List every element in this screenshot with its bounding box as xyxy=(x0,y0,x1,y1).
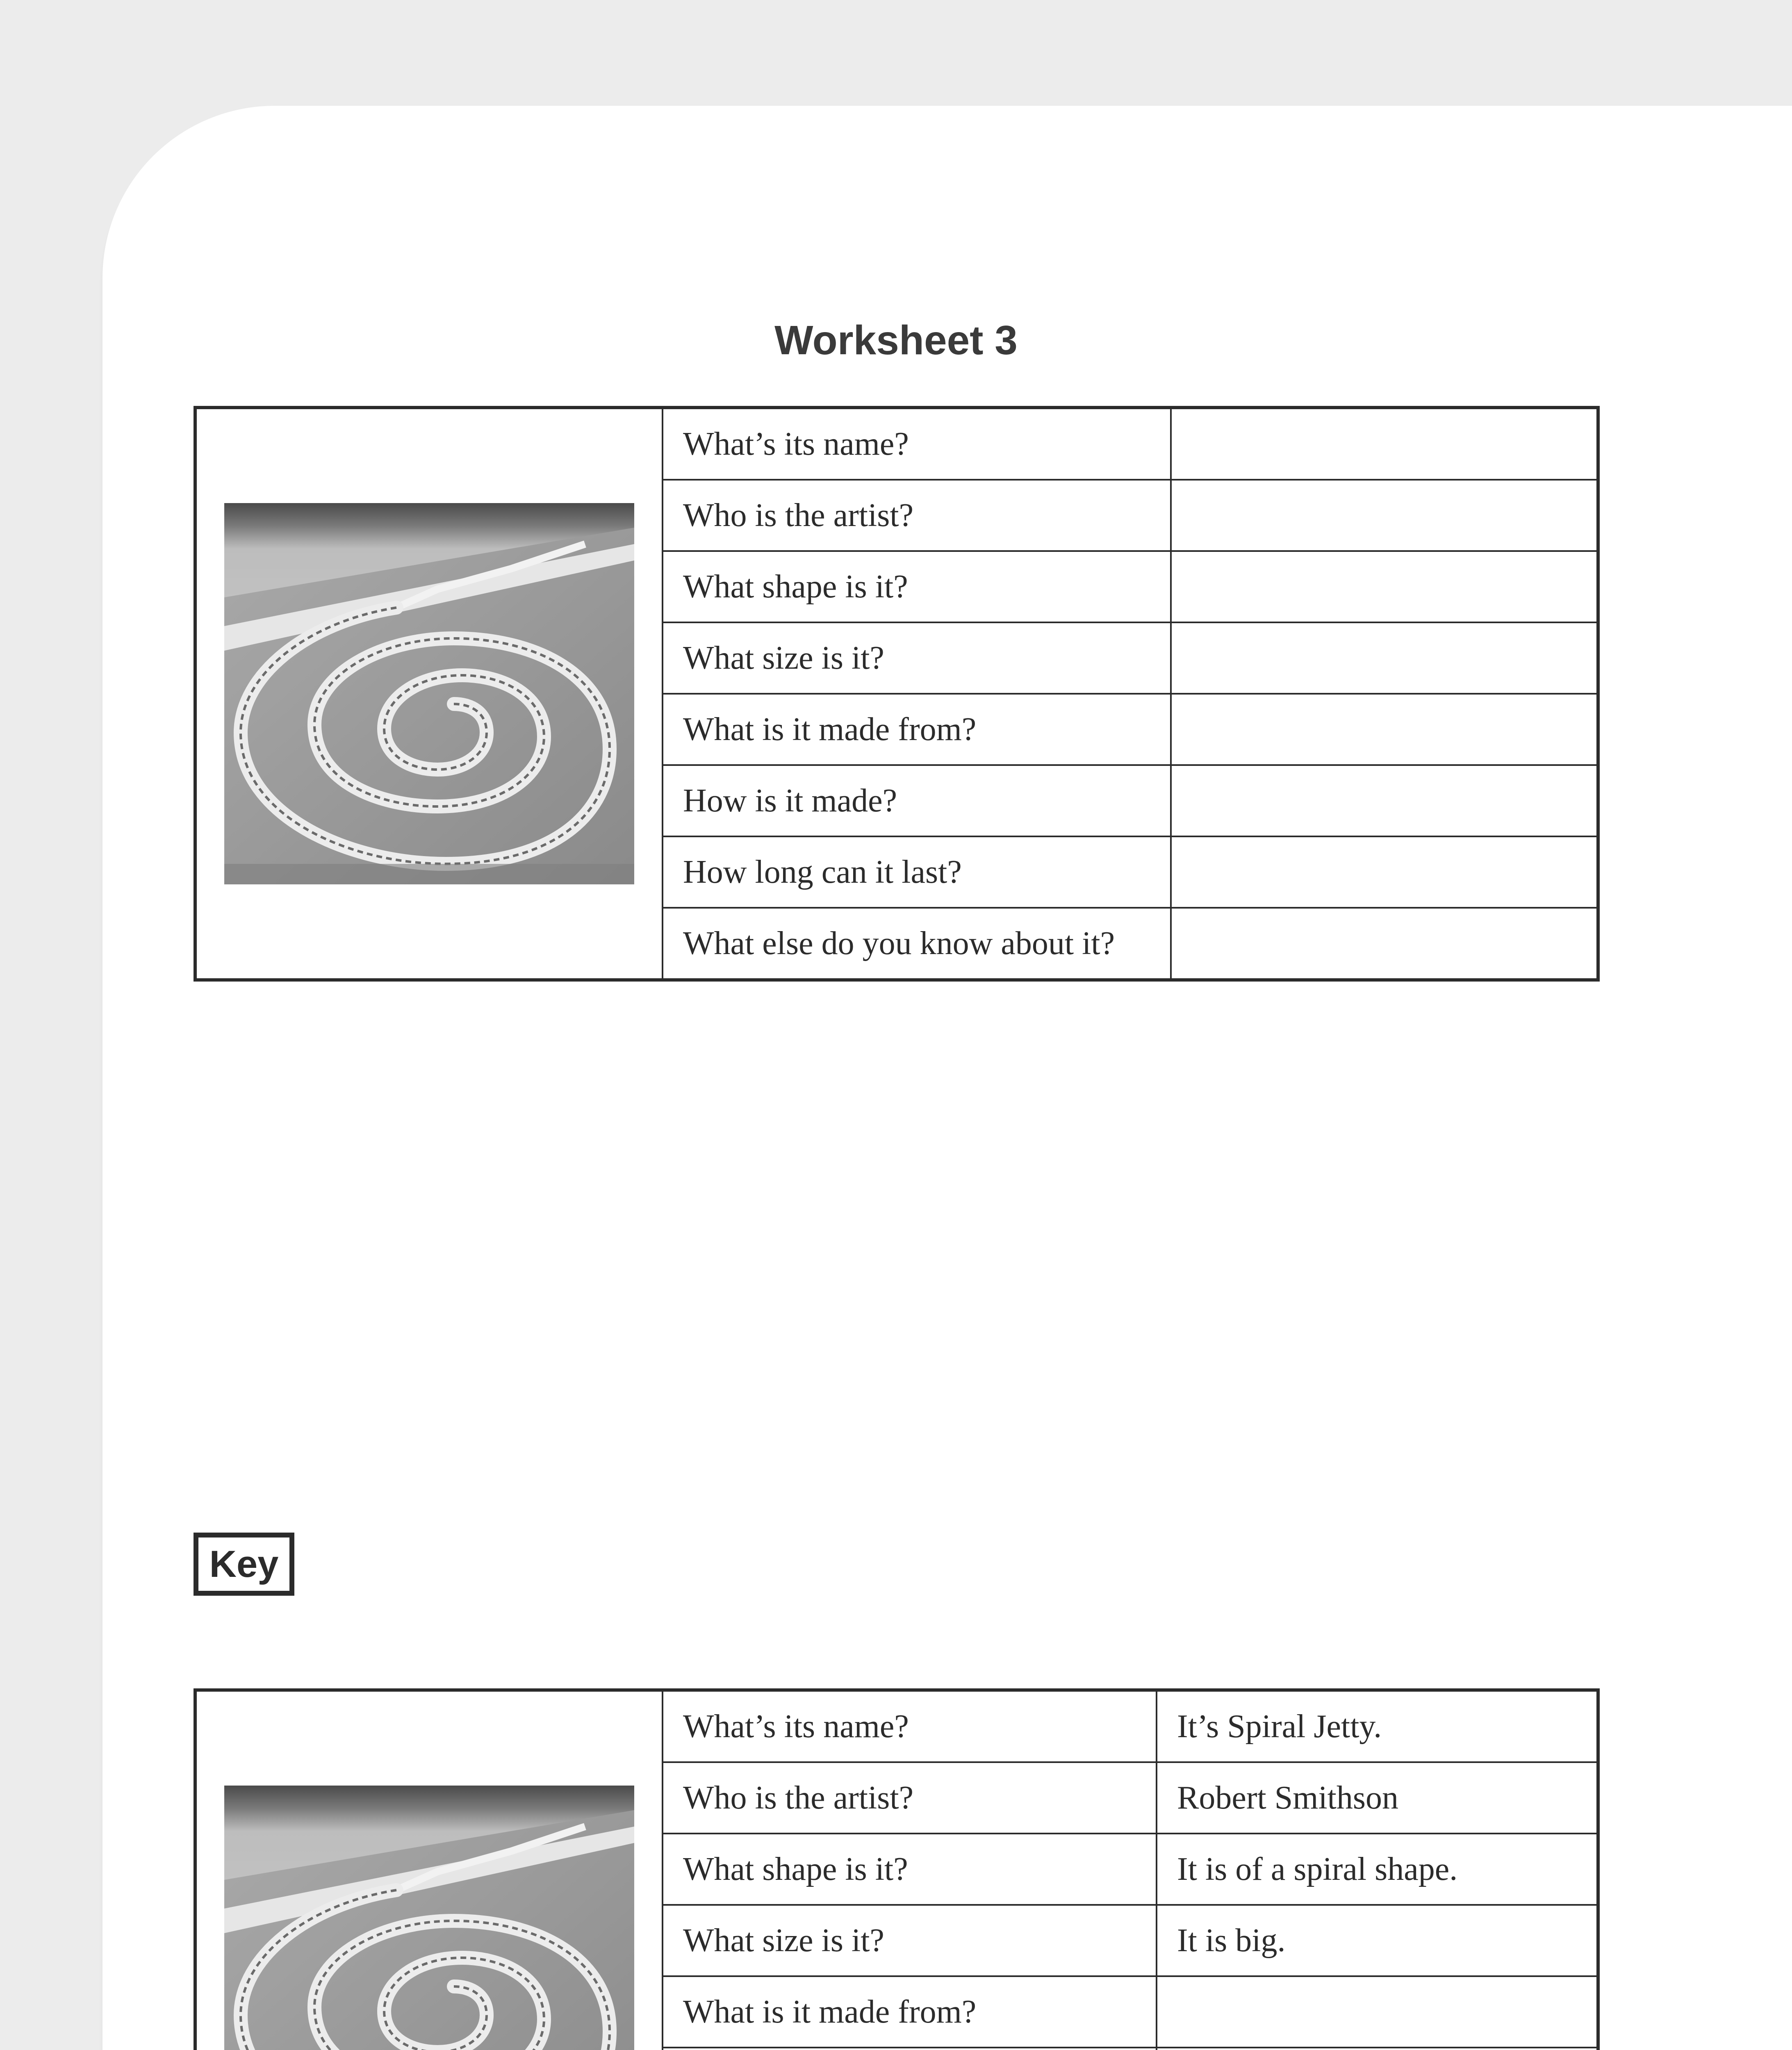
worksheet-answer[interactable] xyxy=(1171,551,1598,622)
spiral-jetty-photo xyxy=(224,1786,634,2050)
key-question: What is it made from? xyxy=(663,1976,1157,2048)
worksheet-table xyxy=(194,406,1600,982)
worksheet-answer[interactable] xyxy=(1171,836,1598,908)
worksheet-answer[interactable] xyxy=(1171,908,1598,980)
key-question: What shape is it? xyxy=(663,1834,1157,1905)
key-answer xyxy=(1157,1976,1598,2048)
worksheet-answer[interactable] xyxy=(1171,480,1598,551)
spiral-jetty-photo xyxy=(224,503,634,884)
worksheet-question: Who is the artist? xyxy=(663,480,1171,551)
key-question: Who is the artist? xyxy=(663,1762,1157,1834)
worksheet-answer[interactable] xyxy=(1171,622,1598,694)
key-question: What size is it? xyxy=(663,1905,1157,1976)
key-answer: It is big. xyxy=(1157,1905,1598,1976)
worksheet-question: How is it made? xyxy=(663,765,1171,836)
key-answer: It is of a spiral shape. xyxy=(1157,1834,1598,1905)
worksheet-question: What’s its name? xyxy=(663,408,1171,480)
key-answer: Robert Smithson xyxy=(1157,1762,1598,1834)
key-question xyxy=(663,2048,1157,2050)
key-answer: It’s Spiral Jetty. xyxy=(1157,1690,1598,1762)
worksheet-answer[interactable] xyxy=(1171,694,1598,765)
key-row xyxy=(195,1690,1598,1762)
key-photo-cell xyxy=(195,1690,663,2050)
worksheet-answer[interactable] xyxy=(1171,408,1598,480)
key-label: Key xyxy=(194,1533,294,1596)
worksheet-photo-cell xyxy=(195,408,663,980)
worksheet-question: What shape is it? xyxy=(663,551,1171,622)
worksheet-question: What size is it? xyxy=(663,622,1171,694)
worksheet-title: Worksheet 3 xyxy=(774,317,1018,363)
worksheet-question: What else do you know about it? xyxy=(663,908,1171,980)
worksheet-answer[interactable] xyxy=(1171,765,1598,836)
key-table xyxy=(194,1688,1600,2050)
worksheet-question: What is it made from? xyxy=(663,694,1171,765)
worksheet-question: How long can it last? xyxy=(663,836,1171,908)
worksheet-row xyxy=(195,408,1598,480)
key-question: What’s its name? xyxy=(663,1690,1157,1762)
key-answer xyxy=(1157,2048,1598,2050)
